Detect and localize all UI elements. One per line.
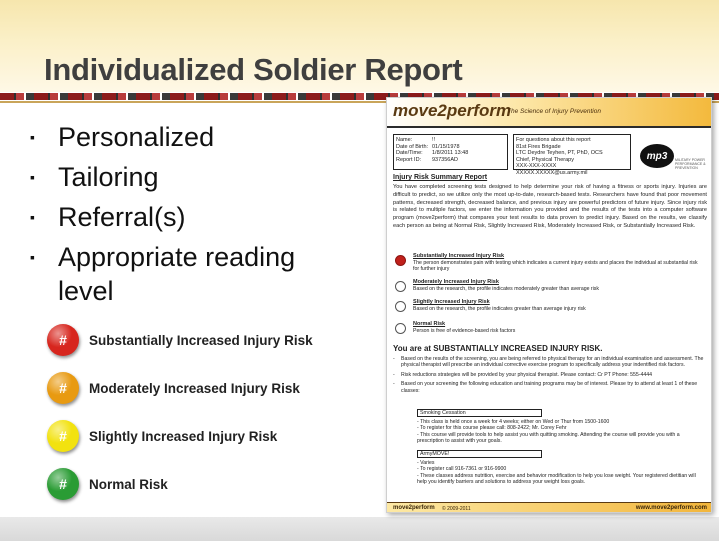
bullet-item — [30, 160, 350, 194]
orange-risk-circle-icon: # — [47, 372, 79, 404]
square-bullet-icon: ▪ — [30, 129, 35, 145]
report-footer — [387, 502, 712, 513]
risk-radio-selected-icon — [395, 255, 406, 266]
yellow-risk-circle-icon: # — [47, 420, 79, 452]
red-risk-circle-icon: # — [47, 324, 79, 356]
info-key: Date of Birth: — [396, 143, 429, 150]
square-bullet-icon: ▪ — [30, 249, 35, 265]
risk-option — [393, 320, 707, 346]
bullet-text: Referral(s) — [58, 202, 186, 232]
legend-row — [47, 466, 367, 502]
green-risk-circle-icon: # — [47, 468, 79, 500]
legend-label: Slightly Increased Injury Risk — [89, 428, 278, 444]
risk-radio-icon — [395, 323, 406, 334]
summary-title: Injury Risk Summary Report — [393, 174, 488, 181]
info-value: 01/15/1978 — [432, 143, 460, 150]
legend-label: Normal Risk — [89, 476, 168, 492]
info-value: 1/8/2011 13:48 — [432, 150, 469, 156]
soldier-report-document — [386, 97, 712, 513]
contact-line: XXX-XXX-XXXX — [516, 163, 557, 170]
risk-legend — [47, 322, 367, 514]
risk-option-desc: Person is free of evidence-based risk factors — [413, 328, 516, 334]
recommendation-item: - Based on the results of the screening, you are being referred to physical therapy for an individual examination and assessment. The physical therapist will prescribe an individual corrective exercise program to specifically address your indentified risk factors. — [393, 356, 707, 369]
class-line: - These classes address nutrition, exercise and behavior modification to help you lose weight. Your registered dietitian will help you identify barriers and solutions to address your weight loss goals. — [417, 472, 696, 486]
bullet-item — [30, 120, 350, 154]
report-tagline: The Science of Injury Prevention — [507, 108, 601, 115]
risk-result-heading: You are at SUBSTANTIALLY INCREASED INJURY RISK. — [393, 344, 603, 353]
risk-option-desc: Based on the research, the profile indicates moderately greater than average risk — [413, 286, 599, 292]
square-bullet-icon: ▪ — [30, 169, 35, 185]
legend-label: Substantially Increased Injury Risk — [89, 332, 313, 348]
class-box: Smoking Cessation — [417, 409, 542, 417]
class-line: - This class is held once a week for 4 weeks; either on Wed or Thur from 1500-1600 — [417, 419, 610, 425]
info-key: Date/Time: — [396, 150, 423, 156]
class-line: - To register for this course please call: 808-2422; Mr. Corey Fehr — [417, 425, 567, 432]
info-value: 937356AD — [432, 156, 458, 163]
bullet-text: Personalized — [58, 122, 215, 152]
info-value: !! — [432, 137, 436, 143]
class-line: - This course will provide tools to help assist you with quitting smoking. Attending the course will provide you with a prescription to assist with your goals. — [417, 431, 680, 445]
risk-option-desc: Based on the research, the profile indicates greater than average injury risk — [413, 306, 586, 312]
class-details — [417, 419, 705, 445]
info-row — [396, 157, 505, 164]
header-rule — [387, 126, 712, 128]
info-key: Name: — [396, 137, 413, 143]
contact-line: Chief, Physical Therapy — [516, 156, 574, 163]
contact-box — [513, 134, 631, 176]
contact-line: For questions about this report — [516, 137, 591, 143]
recommendation-text: Risk reductions strategies will be provided by your physical therapist. Please contact: Cr PT Phone: 555-4444 — [401, 371, 653, 378]
recommendation-item: - Based on your screening the following education and training programs may be of interest. Please try to attend at least 1 of these classes: — [393, 381, 707, 394]
slide-title: Individualized Soldier Report — [44, 52, 463, 87]
class-details — [417, 460, 705, 486]
footer-band — [0, 517, 719, 541]
class-line: - Varies — [417, 460, 435, 466]
contact-line: LTC Deydre Teyhen, PT, PhD, OCS — [516, 150, 603, 157]
risk-option-title: Slightly Increased Injury Risk — [413, 299, 490, 305]
bullet-text: Appropriate reading level — [58, 242, 296, 306]
mp3-caption: MILITARY POWER PERFORMANCE & PREVENTION — [675, 158, 706, 170]
recommendations — [393, 356, 707, 397]
move2perform-logo: move2perform — [393, 101, 512, 120]
square-bullet-icon: ▪ — [30, 209, 35, 225]
footer-copyright: © 2009-2011 — [442, 506, 471, 512]
risk-option-title: Normal Risk — [413, 321, 446, 327]
soldier-info-box — [393, 134, 508, 170]
risk-option-title: Moderately Increased Injury Risk — [413, 279, 499, 285]
legend-row — [47, 322, 367, 358]
bullet-text: Tailoring — [58, 162, 159, 192]
risk-radio-icon — [395, 301, 406, 312]
info-key: Report ID: — [396, 156, 422, 163]
recommendation-text: Based on the results of the screening, you are being referred to physical therapy for an individual examination and assessment. The physical therapist will prescribe an individual corrective exercise program to specifically address your indentified risk factors. — [401, 356, 704, 369]
summary-text: You have completed screening tests designed to help determine your risk of having a fitness or sports injury. Injuries are difficult to predict, so we utilize only the most up-to-date, research-based tests. Researchers have found that poor movement patterns, decreased strength, decreased balance, and previous injury are powerful predictors of future injury. Since injury risk is related to multiple factors, we enter the information you provided and the results of the tests into a computer software program (move2perform) that compares your test results to data proven to predict injury. Based on the results, we classify each person as being at Normal Risk, Slightly Increased Risk, Moderately Increased Risk, or Substantially Increased Risk. — [393, 184, 707, 229]
legend-label: Moderately Increased Injury Risk — [89, 380, 300, 396]
class-box: ArmyMOVE! — [417, 450, 542, 458]
risk-option-title: Substantially Increased Injury Risk — [413, 253, 505, 259]
recommendation-item: - Risk reductions strategies will be provided by your physical therapist. Please contact: Cr PT Phone: 555-4444 — [393, 371, 653, 378]
bullet-item — [30, 240, 350, 308]
legend-row — [47, 370, 367, 406]
mp3-logo: mp3 — [640, 144, 674, 168]
class-line: - To register call 916-7361 or 916-9900 — [417, 466, 507, 473]
contact-line: 81st Fires Brigade — [516, 143, 561, 150]
contact-line: XXXXX.XXXXX@us.army.mil — [516, 169, 588, 176]
recommendation-text: Based on your screening the following education and training programs may be of interest. Please try to attend at least 1 of these classes: — [401, 381, 698, 394]
risk-option — [393, 252, 707, 278]
bullet-item — [30, 200, 350, 234]
legend-row — [47, 418, 367, 454]
footer-logo: move2perform — [393, 505, 435, 511]
risk-radio-icon — [395, 281, 406, 292]
footer-url: www.move2perform.com — [635, 505, 707, 511]
bullet-list — [30, 120, 350, 314]
risk-option-desc: The person demonstrates pain with testing which indicates a current injury exists and places the individual at substantial risk for further injury — [413, 260, 698, 273]
